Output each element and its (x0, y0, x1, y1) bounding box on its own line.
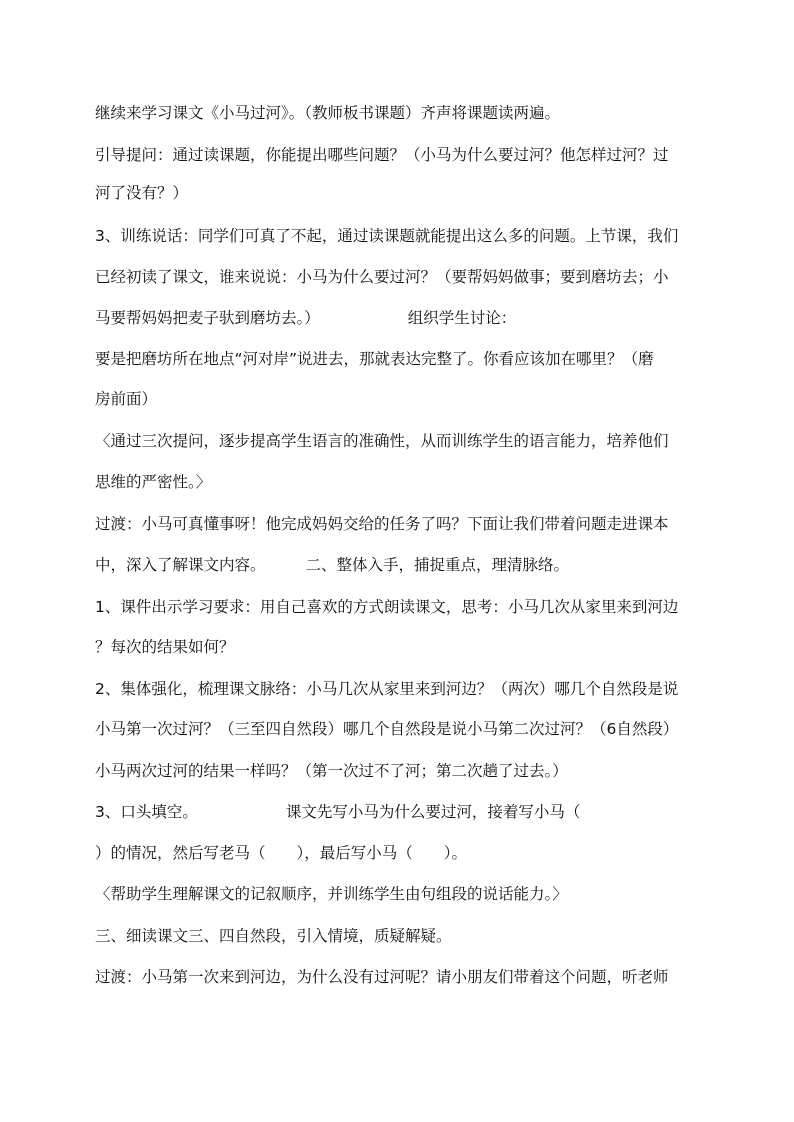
text-line: 继续来学习课文《小马过河》。（教师板书课题）齐声将课题读两遍。 (95, 104, 561, 122)
section-heading: 二、整体入手，捕捉重点，理清脉络。 (305, 556, 570, 574)
text-fragment: 组织学生讨论： (407, 309, 517, 327)
text-line: 河了没有？） (95, 184, 189, 202)
text-line: 过渡：小马第一次来到河边，为什么没有过河呢？请小朋友们带着这个问题，听老师 (95, 968, 669, 986)
text-fragment: 课文先写小马为什么要过河，接着写小马（ (285, 803, 581, 821)
text-line: 1、课件出示学习要求：用自己喜欢的方式朗读课文，思考：小马几次从家里来到河边 (95, 598, 679, 616)
text-line: 房前面） (95, 390, 158, 408)
text-line-mixed (95, 555, 705, 575)
text-fragment: 马要帮妈妈把麦子驮到磨坊去。） (95, 309, 320, 327)
text-line: ）的情况，然后写老马（ ），最后写小马（ ）。 (95, 844, 468, 862)
text-line: 思维的严密性。〉 (95, 473, 212, 491)
text-fragment: 中，深入了解课文内容。 (95, 556, 266, 574)
text-line: 3、训练说话：同学们可真了不起，通过读课题就能提出这么多的问题。上节课，我们 (95, 227, 679, 245)
text-line-mixed (95, 308, 705, 328)
text-line: 〈通过三次提问，逐步提高学生语言的准确性，从而训练学生的语言能力，培养他们 (95, 432, 669, 450)
text-line: ？每次的结果如何？ (95, 638, 235, 656)
text-line: 过渡：小马可真懂事呀！他完成妈妈交给的任务了吗？下面让我们带着问题走进课本 (95, 515, 669, 533)
text-line: 小马第一次过河？（三至四自然段）哪几个自然段是说小马第二次过河？（6自然段） (95, 720, 679, 738)
text-line: 2、集体强化，梳理课文脉络：小马几次从家里来到河边？（两次）哪几个自然段是说 (95, 680, 679, 698)
text-line-mixed (95, 802, 705, 822)
text-line: 要是把磨坊所在地点“河对岸”说进去，那就表达完整了。你看应该加在哪里？（磨 (95, 350, 654, 368)
text-line: 小马两次过河的结果一样吗？（第一次过不了河；第二次趟了过去。） (95, 762, 568, 780)
section-heading: 三、细读课文三、四自然段，引入情境，质疑解疑。 (95, 927, 452, 945)
text-line: 引导提问：通过读课题，你能提出哪些问题？（小马为什么要过河？他怎样过河？过 (95, 146, 669, 164)
text-fragment: 3、口头填空。 (95, 803, 198, 821)
text-line: 〈帮助学生理解课文的记叙顺序，并训练学生由句组段的说话能力。〉 (95, 885, 568, 903)
text-line: 已经初读了课文，谁来说说：小马为什么要过河？（要帮妈妈做事；要到磨坊去；小 (95, 268, 669, 286)
